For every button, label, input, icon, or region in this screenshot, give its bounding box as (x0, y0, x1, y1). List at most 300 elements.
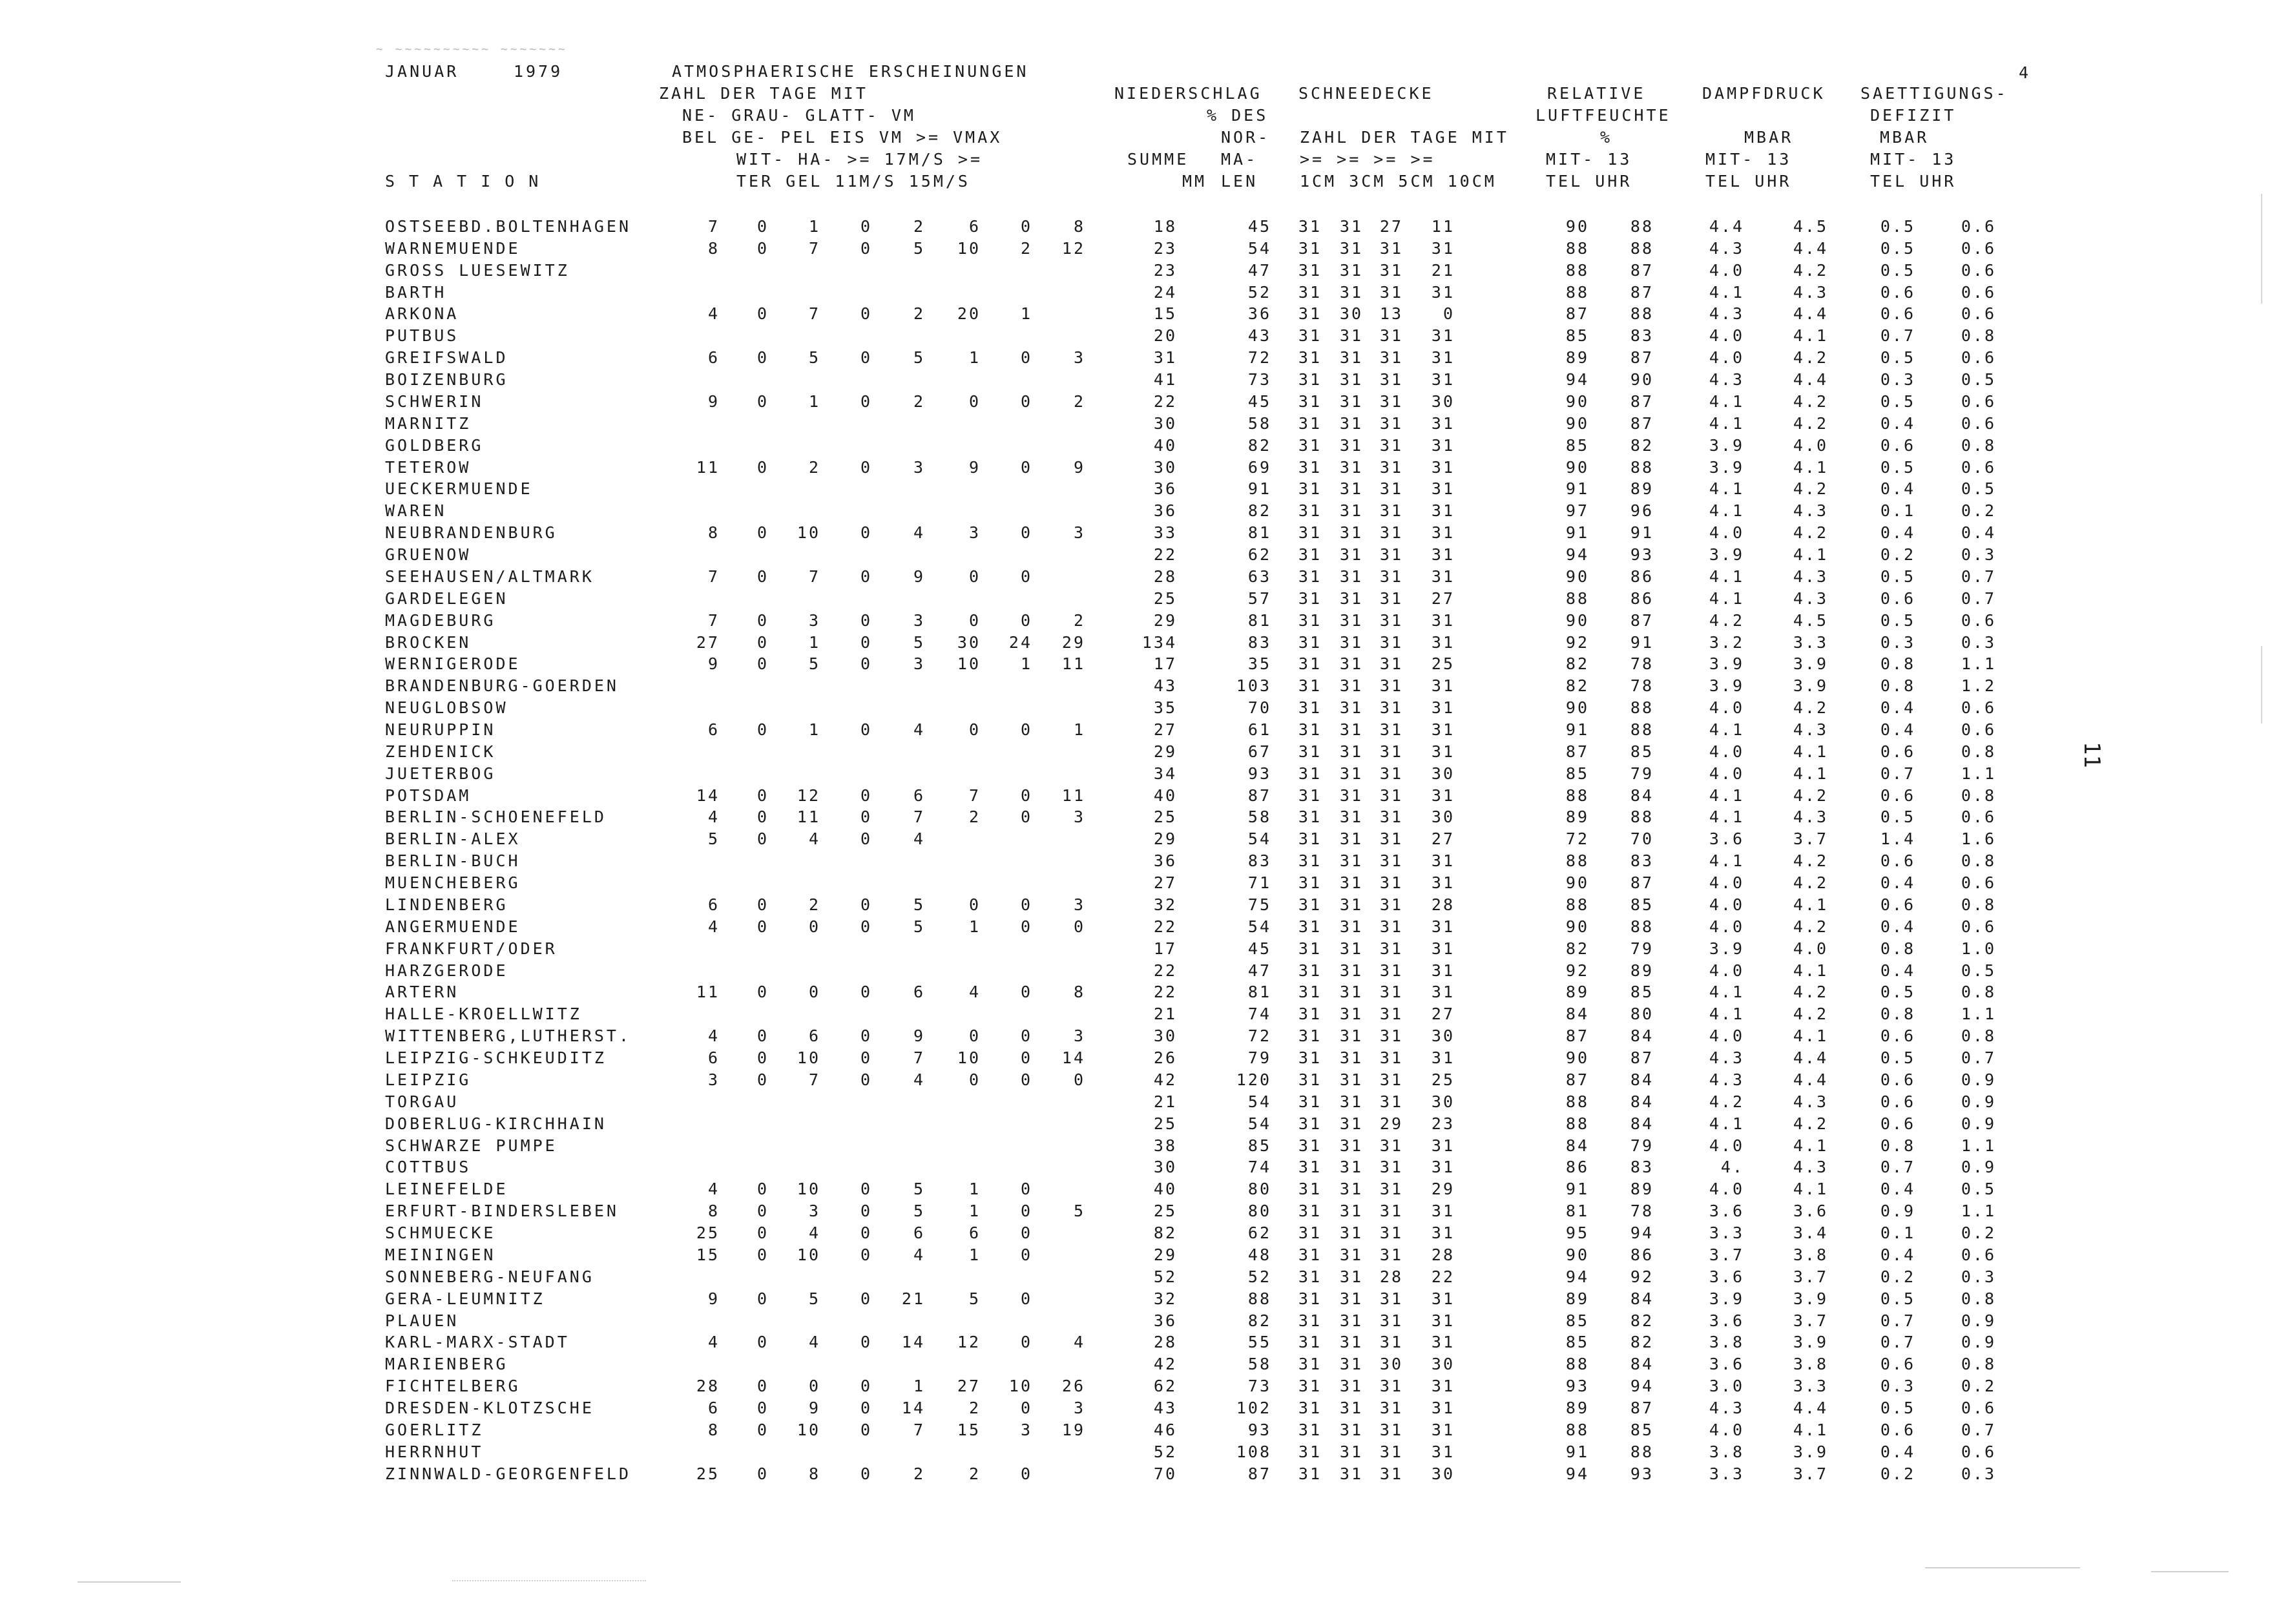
precip-percent-normal: 52 (1247, 1267, 1271, 1286)
humidity-mean: 85 (1565, 764, 1589, 783)
glaze-days: 4 (913, 829, 925, 849)
station-name: MEININGEN (385, 1245, 496, 1264)
snow-1cm: 31 (1298, 807, 1322, 827)
snow-3cm: 31 (1339, 939, 1363, 958)
deficit-13h: 0.3 (1961, 1267, 1996, 1286)
snow-5cm: 31 (1379, 348, 1403, 368)
fog-days: 6 (707, 720, 720, 739)
precip-sum: 62 (1153, 1377, 1177, 1396)
station-name: ARTERN (385, 983, 459, 1002)
snow-10cm: 30 (1431, 391, 1455, 411)
table-row (0, 1333, 2281, 1355)
precip-sum: 52 (1153, 1267, 1177, 1286)
snow-1cm: 31 (1298, 238, 1322, 258)
humidity-13h: 89 (1630, 1180, 1654, 1199)
precip-percent-normal: 81 (1247, 983, 1271, 1002)
snow-3cm: 31 (1339, 1202, 1363, 1221)
table-row (0, 1399, 2281, 1421)
graupel-days: 12 (797, 786, 820, 805)
vapour-13h: 4.2 (1793, 917, 1828, 936)
humidity-13h: 78 (1630, 676, 1654, 696)
humidity-mean: 94 (1565, 370, 1589, 390)
snow-5cm: 31 (1379, 1158, 1403, 1177)
humidity-mean: 89 (1565, 983, 1589, 1002)
humidity-13h: 82 (1630, 435, 1654, 455)
station-name: SONNEBERG-NEUFANG (385, 1267, 594, 1286)
hail-days: 0 (860, 1223, 872, 1243)
table-row (0, 501, 2281, 523)
fog-days: 11 (696, 983, 720, 1002)
humidity-mean: 90 (1565, 391, 1589, 411)
snow-5cm: 31 (1379, 786, 1403, 805)
snow-10cm: 31 (1431, 326, 1455, 346)
precip-percent-normal: 54 (1247, 1114, 1271, 1133)
humidity-mean: 89 (1565, 1289, 1589, 1308)
precip-percent-normal: 62 (1247, 1223, 1271, 1243)
thunderstorm-days: 0 (756, 1223, 769, 1243)
snow-10cm: 31 (1431, 1158, 1455, 1177)
graupel-days: 10 (797, 1245, 820, 1264)
station-name: NEUGLOBSOW (385, 698, 508, 718)
graupel-days: 3 (808, 1202, 820, 1221)
thunderstorm-days: 0 (756, 654, 769, 674)
wind-11ms-days: 9 (968, 457, 981, 477)
graupel-days: 10 (797, 1180, 820, 1199)
snow-1cm: 31 (1298, 1398, 1322, 1417)
deficit-13h: 0.9 (1961, 1333, 1996, 1352)
precip-percent-normal: 82 (1247, 501, 1271, 521)
deficit-13h: 0.9 (1961, 1114, 1996, 1133)
deficit-mean: 0.5 (1880, 457, 1915, 477)
snow-3cm: 31 (1339, 1005, 1363, 1024)
snow-1cm: 31 (1298, 1005, 1322, 1024)
deficit-mean: 0.8 (1880, 1136, 1915, 1155)
humidity-13h: 88 (1630, 917, 1654, 936)
humidity-mean: 88 (1565, 1420, 1589, 1439)
deficit-mean: 0.6 (1880, 1355, 1915, 1374)
glaze-days: 2 (913, 304, 925, 324)
vapour-13h: 4.2 (1793, 851, 1828, 871)
precip-percent-normal: 82 (1247, 435, 1271, 455)
header-days-with: ZAHL DER TAGE MIT (659, 84, 868, 103)
snow-1cm: 31 (1298, 1223, 1322, 1243)
precip-sum: 29 (1153, 1245, 1177, 1264)
station-name: FICHTELBERG (385, 1377, 521, 1396)
wind-17ms-days: 0 (1020, 1223, 1032, 1243)
precip-percent-normal: 74 (1247, 1005, 1271, 1024)
wind-15ms-days: 12 (1061, 238, 1085, 258)
glaze-days: 2 (913, 1464, 925, 1483)
precip-percent-normal: 36 (1247, 304, 1271, 324)
snow-10cm: 31 (1431, 961, 1455, 980)
vapour-13h: 4.2 (1793, 523, 1828, 543)
table-row (0, 851, 2281, 873)
snow-5cm: 31 (1379, 545, 1403, 565)
deficit-13h: 0.3 (1961, 1464, 1996, 1483)
table-row (0, 1158, 2281, 1180)
header-deficit-tel: TEL UHR (1870, 172, 1957, 191)
snow-10cm: 31 (1431, 939, 1455, 958)
vapour-mean: 3.3 (1709, 1464, 1744, 1483)
precip-percent-normal: 72 (1247, 1026, 1271, 1046)
wind-15ms-days: 9 (1073, 457, 1085, 477)
deficit-mean: 0.5 (1880, 807, 1915, 827)
wind-11ms-days: 2 (968, 807, 981, 827)
wind-11ms-days: 10 (957, 654, 981, 674)
wind-11ms-days: 0 (968, 567, 981, 586)
deficit-mean: 1.4 (1880, 829, 1915, 849)
snow-1cm: 31 (1298, 917, 1322, 936)
fog-days: 6 (707, 348, 720, 368)
snow-3cm: 31 (1339, 413, 1363, 433)
header-len: LEN (1221, 172, 1258, 191)
vapour-mean: 4.1 (1709, 983, 1744, 1002)
station-name: GARDELEGEN (385, 588, 508, 608)
wind-11ms-days: 20 (957, 304, 981, 324)
wind-15ms-days: 2 (1073, 391, 1085, 411)
deficit-mean: 0.6 (1880, 895, 1915, 914)
precip-percent-normal: 88 (1247, 1289, 1271, 1308)
station-name: BRANDENBURG-GOERDEN (385, 676, 619, 696)
deficit-mean: 0.7 (1880, 326, 1915, 346)
precip-sum: 29 (1153, 829, 1177, 849)
vapour-13h: 3.9 (1793, 1333, 1828, 1352)
snow-10cm: 30 (1431, 1026, 1455, 1046)
thunderstorm-days: 0 (756, 1464, 769, 1483)
table-row (0, 1377, 2281, 1399)
hail-days: 0 (860, 720, 872, 739)
precip-sum: 36 (1153, 501, 1177, 521)
wind-15ms-days: 3 (1073, 1026, 1085, 1046)
precip-percent-normal: 108 (1236, 1442, 1271, 1461)
deficit-mean: 0.5 (1880, 610, 1915, 630)
snow-10cm: 27 (1431, 588, 1455, 608)
graupel-days: 0 (808, 917, 820, 936)
deficit-mean: 0.3 (1880, 632, 1915, 652)
precip-percent-normal: 58 (1247, 413, 1271, 433)
vapour-mean: 3.9 (1709, 676, 1744, 696)
precip-percent-normal: 79 (1247, 1048, 1271, 1068)
deficit-13h: 0.4 (1961, 523, 1996, 543)
vapour-13h: 3.7 (1793, 1311, 1828, 1330)
vapour-13h: 4.5 (1793, 217, 1828, 236)
snow-1cm: 31 (1298, 895, 1322, 914)
wind-17ms-days: 0 (1020, 786, 1032, 805)
precip-percent-normal: 54 (1247, 238, 1271, 258)
snow-5cm: 31 (1379, 1136, 1403, 1155)
snow-1cm: 31 (1298, 829, 1322, 849)
table-row (0, 1048, 2281, 1070)
snow-3cm: 31 (1339, 1289, 1363, 1308)
humidity-13h: 87 (1630, 610, 1654, 630)
snow-5cm: 31 (1379, 1377, 1403, 1396)
snow-3cm: 31 (1339, 1398, 1363, 1417)
deficit-mean: 0.6 (1880, 1070, 1915, 1089)
vapour-13h: 3.9 (1793, 1289, 1828, 1308)
snow-3cm: 31 (1339, 523, 1363, 543)
snow-1cm: 31 (1298, 1464, 1322, 1483)
wind-15ms-days: 8 (1073, 983, 1085, 1002)
vapour-13h: 4.1 (1793, 326, 1828, 346)
precip-percent-normal: 63 (1247, 567, 1271, 586)
hail-days: 0 (860, 391, 872, 411)
deficit-mean: 0.4 (1880, 961, 1915, 980)
graupel-days: 4 (808, 1223, 820, 1243)
glaze-days: 2 (913, 217, 925, 236)
vapour-13h: 4.3 (1793, 1092, 1828, 1111)
snow-5cm: 31 (1379, 698, 1403, 718)
snow-5cm: 31 (1379, 1245, 1403, 1264)
humidity-13h: 83 (1630, 326, 1654, 346)
graupel-days: 2 (808, 895, 820, 914)
precip-percent-normal: 82 (1247, 1311, 1271, 1330)
snow-3cm: 31 (1339, 807, 1363, 827)
snow-5cm: 30 (1379, 1355, 1403, 1374)
vapour-13h: 4.3 (1793, 282, 1828, 302)
station-name: MAGDEBURG (385, 610, 496, 630)
snow-3cm: 31 (1339, 348, 1363, 368)
precip-percent-normal: 81 (1247, 523, 1271, 543)
precip-sum: 28 (1153, 567, 1177, 586)
deficit-13h: 0.6 (1961, 917, 1996, 936)
deficit-13h: 0.5 (1961, 370, 1996, 390)
graupel-days: 1 (808, 720, 820, 739)
station-name: COTTBUS (385, 1158, 472, 1177)
fog-days: 4 (707, 1180, 720, 1199)
snow-1cm: 31 (1298, 1114, 1322, 1133)
vapour-13h: 4.4 (1793, 238, 1828, 258)
humidity-mean: 89 (1565, 348, 1589, 368)
glaze-days: 2 (913, 391, 925, 411)
table-row (0, 654, 2281, 676)
snow-3cm: 31 (1339, 764, 1363, 783)
table-row (0, 633, 2281, 655)
hail-days: 0 (860, 1377, 872, 1396)
snow-5cm: 29 (1379, 1114, 1403, 1133)
fog-days: 4 (707, 304, 720, 324)
humidity-mean: 88 (1565, 1355, 1589, 1374)
humidity-mean: 88 (1565, 588, 1589, 608)
station-name: BERLIN-SCHOENEFELD (385, 807, 607, 827)
vapour-mean: 4.3 (1709, 304, 1744, 324)
precip-percent-normal: 55 (1247, 1333, 1271, 1352)
humidity-mean: 92 (1565, 632, 1589, 652)
humidity-mean: 86 (1565, 1158, 1589, 1177)
deficit-13h: 0.7 (1961, 1420, 1996, 1439)
humidity-13h: 85 (1630, 983, 1654, 1002)
header-mm: MM (1182, 172, 1207, 191)
snow-1cm: 31 (1298, 610, 1322, 630)
humidity-13h: 90 (1630, 370, 1654, 390)
deficit-13h: 0.6 (1961, 720, 1996, 739)
humidity-mean: 87 (1565, 1026, 1589, 1046)
deficit-mean: 0.6 (1880, 1114, 1915, 1133)
table-row (0, 326, 2281, 348)
snow-10cm: 31 (1431, 1289, 1455, 1308)
precip-percent-normal: 54 (1247, 1092, 1271, 1111)
wind-11ms-days: 2 (968, 1398, 981, 1417)
glaze-days: 5 (913, 238, 925, 258)
humidity-13h: 93 (1630, 1464, 1654, 1483)
graupel-days: 4 (808, 1333, 820, 1352)
hail-days: 0 (860, 348, 872, 368)
deficit-13h: 0.6 (1961, 1442, 1996, 1461)
vapour-mean: 3.7 (1709, 1245, 1744, 1264)
vapour-mean: 3.8 (1709, 1333, 1744, 1352)
humidity-13h: 91 (1630, 523, 1654, 543)
precip-sum: 29 (1153, 610, 1177, 630)
hail-days: 0 (860, 654, 872, 674)
hail-days: 0 (860, 238, 872, 258)
humidity-13h: 79 (1630, 939, 1654, 958)
precip-percent-normal: 75 (1247, 895, 1271, 914)
station-name: BERLIN-BUCH (385, 851, 521, 871)
table-row (0, 1267, 2281, 1289)
precip-sum: 15 (1153, 304, 1177, 324)
snow-10cm: 31 (1431, 435, 1455, 455)
precip-sum: 31 (1153, 348, 1177, 368)
precip-percent-normal: 45 (1247, 217, 1271, 236)
header-phenomena-types-3: WIT- HA- >= 17M/S >= (736, 150, 983, 169)
humidity-mean: 88 (1565, 282, 1589, 302)
humidity-mean: 89 (1565, 1398, 1589, 1417)
fog-days: 4 (707, 807, 720, 827)
vapour-mean: 3.6 (1709, 1202, 1744, 1221)
humidity-13h: 82 (1630, 1333, 1654, 1352)
snow-1cm: 31 (1298, 1048, 1322, 1068)
snow-10cm: 31 (1431, 742, 1455, 761)
deficit-mean: 0.9 (1880, 1202, 1915, 1221)
fog-days: 28 (696, 1377, 720, 1396)
wind-17ms-days: 1 (1020, 304, 1032, 324)
humidity-13h: 79 (1630, 1136, 1654, 1155)
station-name: DRESDEN-KLOTZSCHE (385, 1398, 594, 1417)
snow-1cm: 31 (1298, 873, 1322, 893)
vapour-13h: 4.1 (1793, 1026, 1828, 1046)
vapour-13h: 3.3 (1793, 632, 1828, 652)
precip-percent-normal: 87 (1247, 786, 1271, 805)
deficit-mean: 0.5 (1880, 1289, 1915, 1308)
humidity-mean: 93 (1565, 1377, 1589, 1396)
hail-days: 0 (860, 523, 872, 543)
graupel-days: 1 (808, 632, 820, 652)
precip-percent-normal: 54 (1247, 917, 1271, 936)
thunderstorm-days: 0 (756, 895, 769, 914)
snow-1cm: 31 (1298, 720, 1322, 739)
snow-3cm: 31 (1339, 326, 1363, 346)
station-name: ANGERMUENDE (385, 917, 521, 936)
vapour-13h: 4.1 (1793, 457, 1828, 477)
vapour-mean: 4.1 (1709, 851, 1744, 871)
snow-3cm: 31 (1339, 610, 1363, 630)
table-row (0, 304, 2281, 326)
vapour-mean: 4.0 (1709, 523, 1744, 543)
vapour-13h: 3.7 (1793, 1267, 1828, 1286)
snow-5cm: 13 (1379, 304, 1403, 324)
humidity-mean: 94 (1565, 1464, 1589, 1483)
snow-10cm: 31 (1431, 282, 1455, 302)
header-mbar-2: MBAR (1880, 128, 1930, 147)
snow-10cm: 31 (1431, 238, 1455, 258)
table-row (0, 348, 2281, 370)
precip-sum: 41 (1153, 370, 1177, 390)
humidity-13h: 91 (1630, 632, 1654, 652)
snow-3cm: 31 (1339, 1223, 1363, 1243)
precip-sum: 22 (1153, 983, 1177, 1002)
wind-17ms-days: 0 (1020, 1026, 1032, 1046)
snow-1cm: 31 (1298, 742, 1322, 761)
humidity-mean: 90 (1565, 217, 1589, 236)
header-humidity-mean: MIT- 13 (1546, 150, 1632, 169)
hail-days: 0 (860, 217, 872, 236)
header-phenomena-types: NE- GRAU- GLATT- VM (682, 106, 916, 125)
vapour-13h: 4.4 (1793, 1048, 1828, 1068)
graupel-days: 3 (808, 610, 820, 630)
precip-sum: 23 (1153, 260, 1177, 280)
precip-sum: 29 (1153, 742, 1177, 761)
snow-1cm: 31 (1298, 413, 1322, 433)
thunderstorm-days: 0 (756, 807, 769, 827)
deficit-mean: 0.6 (1880, 786, 1915, 805)
humidity-13h: 96 (1630, 501, 1654, 521)
precip-sum: 27 (1153, 873, 1177, 893)
station-name: DOBERLUG-KIRCHHAIN (385, 1114, 607, 1133)
snow-3cm: 31 (1339, 1158, 1363, 1177)
deficit-mean: 0.2 (1880, 545, 1915, 565)
thunderstorm-days: 0 (756, 217, 769, 236)
snow-5cm: 31 (1379, 1464, 1403, 1483)
glaze-days: 3 (913, 654, 925, 674)
vapour-mean: 3.9 (1709, 457, 1744, 477)
humidity-13h: 86 (1630, 588, 1654, 608)
snow-1cm: 31 (1298, 1180, 1322, 1199)
deficit-mean: 0.6 (1880, 1420, 1915, 1439)
precip-percent-normal: 57 (1247, 588, 1271, 608)
humidity-mean: 88 (1565, 238, 1589, 258)
snow-1cm: 31 (1298, 479, 1322, 499)
vapour-13h: 4.4 (1793, 1398, 1828, 1417)
header-days-with-snow: ZAHL DER TAGE MIT (1300, 128, 1509, 147)
snow-10cm: 31 (1431, 523, 1455, 543)
fog-days: 8 (707, 523, 720, 543)
snow-10cm: 31 (1431, 1311, 1455, 1330)
wind-17ms-days: 0 (1020, 610, 1032, 630)
precip-percent-normal: 72 (1247, 348, 1271, 368)
vapour-13h: 4.2 (1793, 983, 1828, 1002)
humidity-13h: 88 (1630, 238, 1654, 258)
deficit-mean: 0.4 (1880, 917, 1915, 936)
precip-sum: 35 (1153, 698, 1177, 718)
glaze-days: 4 (913, 1245, 925, 1264)
wind-17ms-days: 0 (1020, 391, 1032, 411)
deficit-13h: 0.3 (1961, 632, 1996, 652)
precip-sum: 40 (1153, 786, 1177, 805)
snow-5cm: 31 (1379, 1048, 1403, 1068)
precip-sum: 28 (1153, 1333, 1177, 1352)
snow-5cm: 31 (1379, 413, 1403, 433)
vapour-mean: 4.1 (1709, 588, 1744, 608)
snow-3cm: 31 (1339, 786, 1363, 805)
station-name: HALLE-KROELLWITZ (385, 1005, 582, 1024)
thunderstorm-days: 0 (756, 1245, 769, 1264)
humidity-13h: 88 (1630, 720, 1654, 739)
precip-sum: 30 (1153, 413, 1177, 433)
station-name: LEINEFELDE (385, 1180, 508, 1199)
snow-10cm: 31 (1431, 413, 1455, 433)
vapour-mean: 4.0 (1709, 764, 1744, 783)
fog-days: 25 (696, 1223, 720, 1243)
humidity-13h: 78 (1630, 1202, 1654, 1221)
